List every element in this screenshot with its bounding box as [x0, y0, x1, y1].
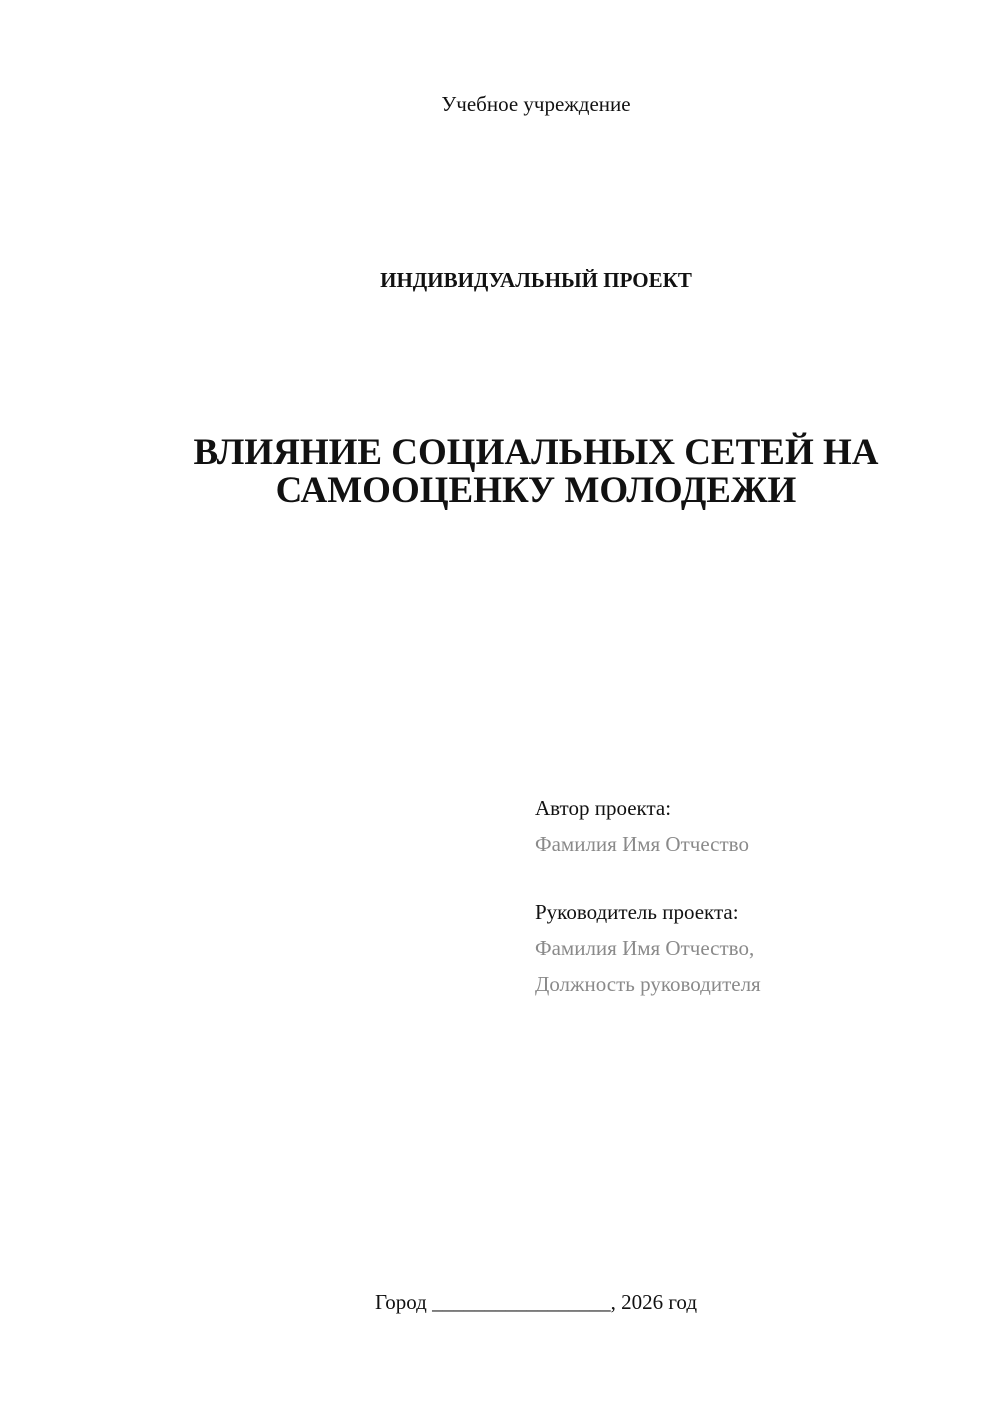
institution-name: Учебное учреждение: [441, 92, 631, 116]
project-info-block: [535, 790, 761, 1002]
spacer: [535, 862, 761, 894]
project-title-line-1: ВЛИЯНИЕ СОЦИАЛЬНЫХ СЕТЕЙ НА: [193, 432, 879, 473]
city-year-line: Город _________________, 2026 год: [374, 1290, 698, 1314]
author-name: Фамилия Имя Отчество: [535, 832, 749, 856]
supervisor-position: Должность руководителя: [535, 972, 761, 996]
project-title-line-2: САМООЦЕНКУ МОЛОДЕЖИ: [275, 470, 797, 511]
supervisor-label: Руководитель проекта:: [535, 900, 739, 924]
author-label: Автор проекта:: [535, 796, 672, 820]
document-type: ИНДИВИДУАЛЬНЫЙ ПРОЕКТ: [380, 268, 692, 292]
project-title: [0, 434, 1000, 510]
supervisor-name: Фамилия Имя Отчество,: [535, 936, 755, 960]
